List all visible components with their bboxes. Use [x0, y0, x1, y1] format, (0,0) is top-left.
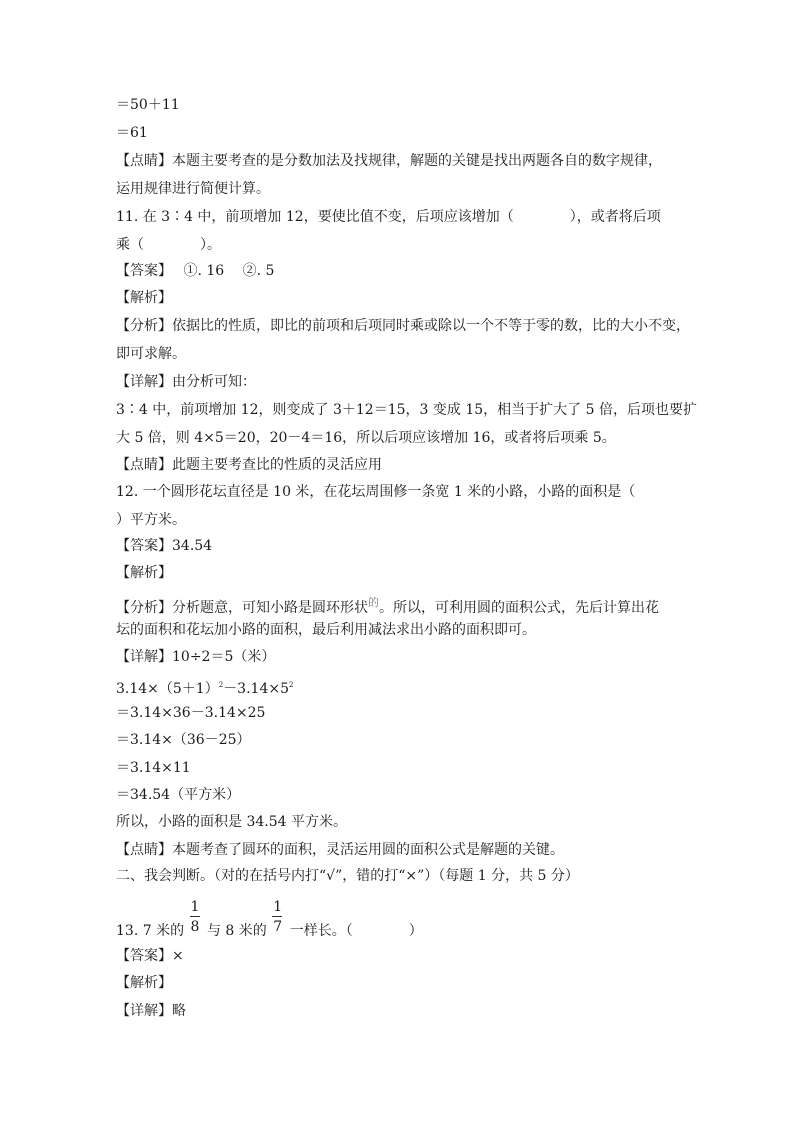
fraction-bar [190, 916, 200, 917]
remark-line: 【点睛】此题主要考查比的性质的灵活应用 [116, 457, 382, 473]
fraction-numerator: 1 [273, 899, 283, 915]
superscript: 2 [289, 681, 294, 689]
question-text: 一样长。（ ） [289, 923, 423, 939]
remark-line: 运用规律进行简便计算。 [116, 181, 270, 197]
fraction-one-seventh [271, 899, 285, 940]
analysis-heading: 【解析】 [116, 975, 172, 991]
question-13 [116, 899, 423, 940]
fraction-denominator: 8 [190, 919, 200, 935]
question-11-cont: 乘（ ）。 [116, 237, 221, 253]
analysis-line: 即可求解。 [116, 346, 186, 362]
question-text: 13. 7 米的 [116, 923, 185, 939]
detail-line: 大 5 倍，则 4×5＝20，20－4＝16，所以后项应该增加 16，或者将后项乘 5。 [116, 430, 616, 446]
formula-line: ＝3.14×（36－25） [116, 732, 251, 748]
answer-line: 【答案】34.54 [116, 538, 213, 554]
detail-line: 3∶4 中，前项增加 12，则变成了 3＋12＝15，3 变成 15，相当于扩大了 5 倍，后项也要扩 [116, 402, 697, 418]
answer-line: 【答案】 ①. 16 ②. 5 [116, 263, 275, 279]
analysis-line: 【分析】依据比的性质，即比的前项和后项同时乘或除以一个不等于零的数，比的大小不变， [116, 318, 690, 334]
section-heading: 二、我会判断。（对的在括号内打“√”，错的打“×”）（每题 1 分，共 5 分） [116, 868, 579, 884]
formula-text: 3.14×（5＋1） [116, 681, 219, 697]
remark-line: 【点睛】本题考查了圆环的面积，灵活运用圆的面积公式是解题的关键。 [116, 842, 564, 858]
formula-line: ＝3.14×11 [116, 760, 191, 776]
formula-line: ＝3.14×36－3.14×25 [116, 705, 266, 721]
analysis-heading: 【解析】 [116, 565, 172, 581]
formula-text: －3.14×5 [223, 681, 289, 697]
detail-line: 【详解】10÷2＝5（米） [116, 649, 276, 665]
calc-line: ＝50＋11 [116, 97, 180, 113]
faint-char: 的 [368, 596, 379, 609]
superscript: 2 [218, 681, 224, 689]
question-11: 11. 在 3∶4 中，前项增加 12，要使比值不变，后项应该增加（ ），或者将后项 [116, 209, 661, 225]
question-12: 12. 一个圆形花坛直径是 10 米，在花坛周围修一条宽 1 米的小路，小路的面积是（ [116, 484, 636, 500]
conclusion-line: 所以，小路的面积是 34.54 平方米。 [116, 814, 347, 830]
fraction-one-eighth [189, 899, 203, 940]
calc-line: ＝61 [116, 125, 148, 141]
formula-line: ＝34.54（平方米） [116, 787, 241, 803]
analysis-heading: 【解析】 [116, 290, 172, 306]
analysis-line: 坛的面积和花坛加小路的面积，最后利用减法求出小路的面积即可。 [116, 622, 536, 638]
fraction-numerator: 1 [190, 899, 200, 915]
remark-line: 【点睛】本题主要考查的是分数加法及找规律，解题的关键是找出两题各自的数字规律， [116, 153, 662, 169]
detail-line: 【详解】由分析可知： [116, 374, 256, 390]
analysis-text: 。所以，可利用圆的面积公式，先后计算出花 [379, 600, 659, 616]
analysis-text: 【分析】分析题意，可知小路是圆环形状 [116, 600, 368, 616]
analysis-line [116, 594, 659, 617]
fraction-denominator: 7 [273, 919, 283, 935]
answer-line: 【答案】× [116, 948, 184, 964]
question-12-cont: ）平方米。 [116, 512, 186, 528]
fraction-bar [272, 916, 282, 917]
formula-line [116, 676, 293, 698]
detail-line: 【详解】略 [116, 1003, 186, 1019]
question-text: 与 8 米的 [206, 923, 267, 939]
